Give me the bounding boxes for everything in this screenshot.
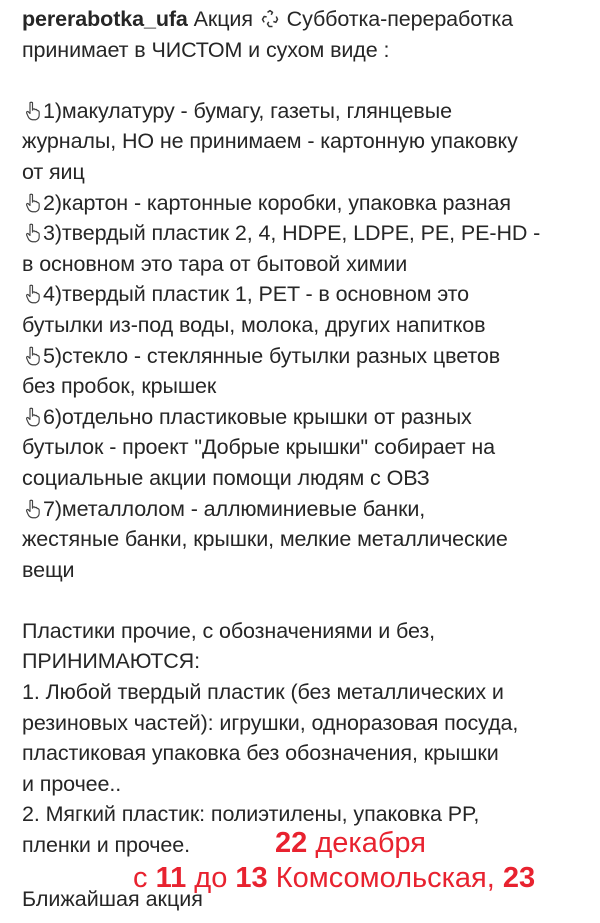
list-item-continuation xyxy=(22,157,592,188)
pointing-hand-icon xyxy=(24,223,41,243)
time-to: 13 xyxy=(235,862,268,894)
list-item-continuation xyxy=(22,310,592,341)
header-text-part1: Акция xyxy=(187,7,259,31)
list-item xyxy=(22,402,592,433)
date-overlay xyxy=(275,829,426,858)
list-item-text: 5)стекло - стеклянные бутылки разных цветов xyxy=(43,343,501,368)
pointing-hand-icon xyxy=(24,346,41,366)
plastics-list-continuation: резиновых частей): игрушки, одноразовая посуда, xyxy=(22,710,519,735)
list-item xyxy=(22,96,592,127)
plastics-list-continuation: и прочее.. xyxy=(22,771,122,796)
blank-line xyxy=(22,585,592,616)
list-item-text: жестяные банки, крышки, мелкие металлические xyxy=(22,527,508,552)
list-item-text: 2)картон - картонные коробки, упаковка разная xyxy=(43,190,511,215)
caption-header-line xyxy=(22,4,592,35)
list-item-text: бутылок - проект "Добрые крышки" собирает на xyxy=(22,435,495,460)
blank-line xyxy=(22,65,592,96)
list-item-text: 4)твердый пластик 1, PET - в основном это xyxy=(43,282,470,307)
username-link[interactable]: pererabotka_ufa xyxy=(22,7,188,31)
date-day: 22 xyxy=(275,827,308,859)
list-item-text: 1)макулатуру - бумагу, газеты, глянцевые xyxy=(43,98,452,123)
recycle-icon xyxy=(260,9,280,29)
address-street: Комсомольская, xyxy=(267,862,503,894)
pointing-hand-icon xyxy=(24,499,41,519)
plastics-heading: Пластики прочие, с обозначениями и без, xyxy=(22,618,435,643)
list-item xyxy=(22,188,592,219)
accepted-items-list xyxy=(22,96,592,586)
list-item-continuation xyxy=(22,371,592,402)
pointing-hand-icon xyxy=(24,284,41,304)
list-item-continuation xyxy=(22,463,592,494)
list-item-text: от яиц xyxy=(22,159,85,184)
time-from: 11 xyxy=(155,862,187,894)
time-mid: до xyxy=(186,862,236,894)
list-item-text: без пробок, крышек xyxy=(22,374,217,399)
list-item-continuation xyxy=(22,126,592,157)
list-item-text: в основном это тара от бытовой химии xyxy=(22,251,408,276)
header-text-part2: Субботка-переработка xyxy=(280,7,514,31)
plastics-list-continuation: пленки и прочее. xyxy=(22,833,190,858)
list-item xyxy=(22,279,592,310)
list-item-text: социальные акции помощи людям с ОВЗ xyxy=(22,465,430,490)
plastics-accepted-label: ПРИНИМАЮТСЯ: xyxy=(22,649,200,674)
list-item-continuation xyxy=(22,555,592,586)
list-item-text: 3)твердый пластик 2, 4, HDPE, LDPE, PE, PE-HD - xyxy=(43,221,541,246)
plastics-list-continuation: пластиковая упаковка без обозначения, крышки xyxy=(22,741,499,766)
list-item xyxy=(22,341,592,372)
post-caption xyxy=(22,4,592,861)
list-item-continuation xyxy=(22,524,592,555)
list-item-text: бутылки из-под воды, молока, других напитков xyxy=(22,312,486,337)
list-item xyxy=(22,218,592,249)
time-prefix: с xyxy=(133,862,156,894)
plastics-list-item: 1. Любой твердый пластик (без металлических и xyxy=(22,680,504,705)
list-item-text: вещи xyxy=(22,557,75,582)
pointing-hand-icon xyxy=(24,407,41,427)
list-item-text: журналы, НО не принимаем - картонную упаковку xyxy=(22,129,518,154)
plastics-list-item: 2. Мягкий пластик: полиэтилены, упаковка PP, xyxy=(22,802,480,827)
list-item xyxy=(22,494,592,525)
date-month: декабря xyxy=(307,827,426,859)
caption-header-line2: принимает в ЧИСТОМ и сухом виде : xyxy=(22,37,390,62)
address-number: 23 xyxy=(502,862,536,894)
nearest-action-label: Ближайшая акция xyxy=(22,887,203,911)
pointing-hand-icon xyxy=(24,193,41,213)
list-item-continuation xyxy=(22,432,592,463)
list-item-text: 7)металлолом - аллюминиевые банки, xyxy=(43,496,426,521)
list-item-text: 6)отдельно пластиковые крышки от разных xyxy=(43,404,472,429)
list-item-continuation xyxy=(22,249,592,280)
pointing-hand-icon xyxy=(24,101,41,121)
